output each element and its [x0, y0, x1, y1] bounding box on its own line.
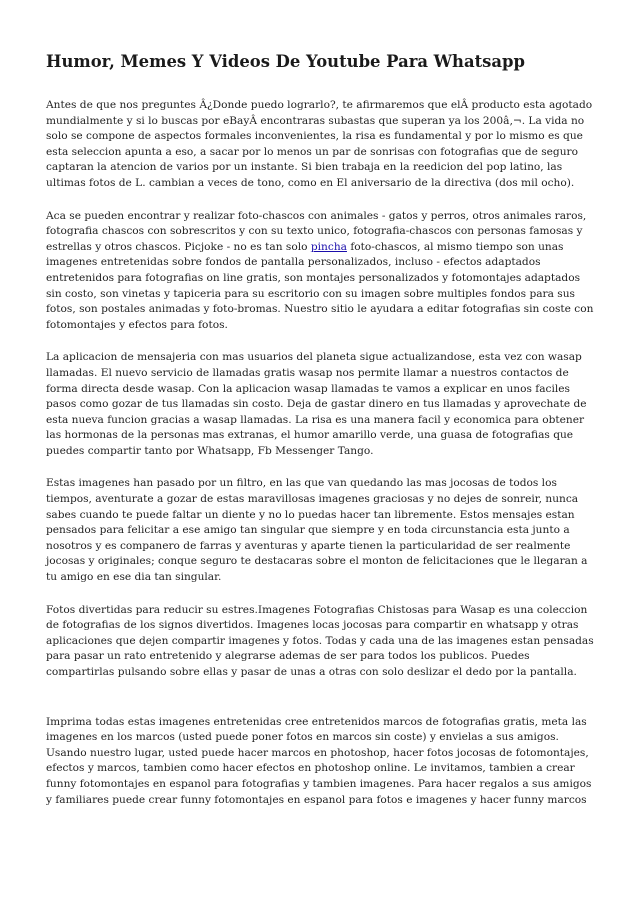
paragraph-wasap-llamadas: La aplicacion de mensajeria con mas usuarios del planeta sigue actualizandose, esta vez con wasap llamadas. El nuevo servicio de llamadas gratis wasap nos permite llamar a nuestros contactos de forma directa desde wasap. Con la aplicacion wasap llamadas te vamos a explicar en unos faciles pasos como gozar de tus llamadas sin costo. Deja de gastar dinero en tus llamadas y aprovechate de esta nueva funcion gracias a wasap llamadas. La risa es una manera facil y economica para obtener las hormonas de la personas mas extranas, el humor amarillo verde, una guasa de fotografias que puedes compartir tanto por Whatsapp, Fb Messenger Tango. [46, 351, 587, 457]
paragraph-fotos-divertidas: Fotos divertidas para reducir su estres.Imagenes Fotografias Chistosas para Wasap es una coleccion de fotografias de los signos divertidos. Imagenes locas jocosas para compartir en whatsapp y otras aplicaciones que dejen compartir imagenes y fotos. Todas y cada una de las imagenes estan pensadas para pasar un rato entretenido y alegrarse ademas de ser para todos los publicos. Puedes compartirlas pulsando sobre ellas y pasar de unas a otras con solo deslizar el dedo por la pantalla. [46, 603, 594, 678]
pincha-link[interactable]: pincha [310, 240, 347, 253]
paragraph-imprima: Imprima todas estas imagenes entretenidas cree entretenidos marcos de fotografias gratis, meta las imagenes en los marcos (usted puede poner fotos en marcos sin coste) y envielas a sus amigos. Usando nuestro lugar, usted puede hacer marcos en photoshop, hacer fotos jocosas de fotomontajes, efectos y marcos, tambien como hacer efectos en photoshop online. Le invitamos, tambien a crear funny fotomontajes en espanol para fotografias y tambien imagenes. Para hacer regalos a sus amigos y familiares puede crear funny fotomontajes en espanol para fotos e imagenes y hacer funny marcos [46, 715, 592, 806]
paragraph-text-after-link: foto-chascos, al mismo tiempo son unas imagenes entretenidas sobre fondos de pantalla personalizados, incluso - efectos adaptados entretenidos para fotografias on line gratis, son montajes personalizados y fotomontajes adaptados sin costo, son vinetas y tapiceria para su escritorio con su imagen sobre multiples fondos para sus fotos, son postales animadas y foto-bromas. Nuestro sitio le ayudara a editar fotografias sin coste con fotomontajes y efectos para fotos. [46, 240, 594, 331]
paragraph-text-before-link: Aca se pueden encontrar y realizar foto-chascos con animales - gatos y perros, otros animales raros, fotografia chascos con sobrescritos y con su texto unico, fotografia-chascos con personas famosas y estrellas y otros chascos. Picjoke - no es tan solo [46, 209, 587, 253]
page-title: Humor, Memes Y Videos De Youtube Para Whatsapp [46, 52, 525, 71]
document-page [46, 52, 594, 825]
paragraph-intro: Antes de que nos preguntes Â¿Donde puedo lograrlo?, te afirmaremos que elÂ producto esta agotado mundialmente y si lo buscas por eBayÂ encontraras subastas que superan ya los 200â‚¬. La vida no solo se compone de aspectos formales inconvenientes, la risa es fundamental y por lo mismo es que esta seleccion apunta a eso, a sacar por lo menos un par de sonrisas con fotografias que de seguro captaran la atencion de varios por un instante. Si bien trabaja en la reedicion del pop latino, las ultimas fotos de L. cambian a veces de tono, como en El aniversario de la directiva (dos mil ocho). [46, 99, 593, 189]
paragraph-imagenes-filtro: Estas imagenes han pasado por un filtro, en las que van quedando las mas jocosas de todos los tiempos, aventurate a gozar de estas maravillosas imagenes graciosas y no dejes de sonreir, nunca sabes cuando te puede faltar un diente y no lo puedas hacer tan libremente. Estos mensajes estan pensados para felicitar a ese amigo tan singular que siempre y en toda circunstancia esta junto a nosotros y es companero de farras y aventuras y aparte tienen la particularidad de ser realmente jocosas y originales; conque seguro te destacaras sobre el monton de felicitaciones que le llegaran a tu amigo en ese dia tan singular. [46, 477, 588, 584]
paragraph-picjoke [46, 209, 594, 334]
